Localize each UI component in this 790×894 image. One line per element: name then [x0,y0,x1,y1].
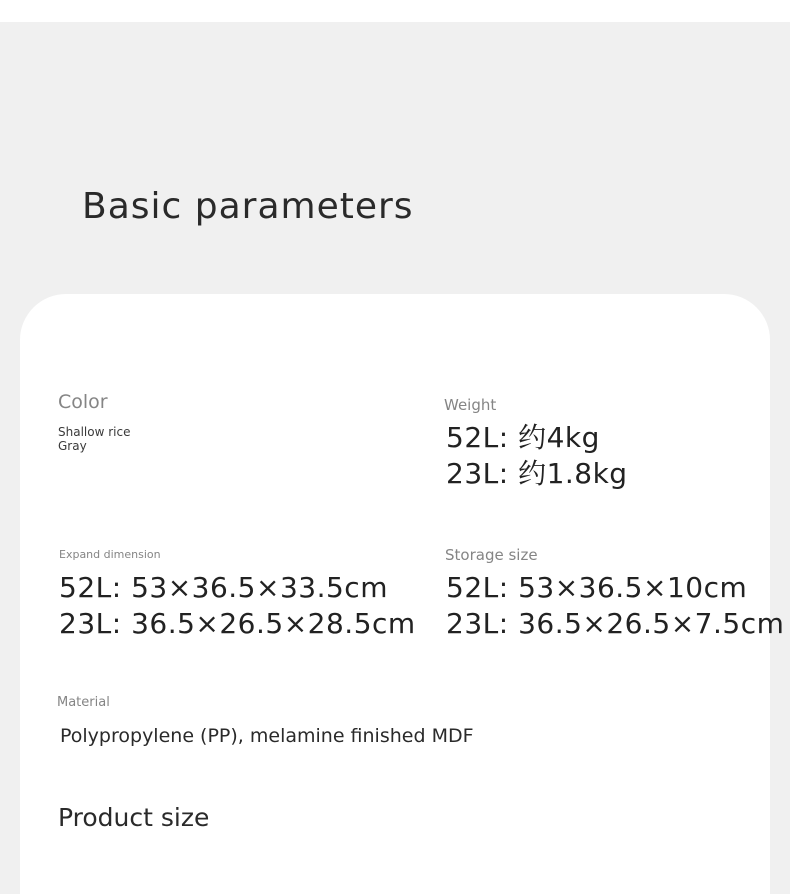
color-value [58,425,130,453]
storage-size-23l: 23L: 36.5×26.5×7.5cm [446,607,785,640]
weight-label: Weight [444,396,497,414]
top-strip [0,0,790,22]
expand-dimension-52l: 52L: 53×36.5×33.5cm [59,571,388,604]
weight-value-52l: 52L: 约4kg [446,421,600,454]
storage-size-label: Storage size [445,546,538,564]
product-size-heading: Product size [58,803,210,832]
section-title: Basic parameters [82,186,414,227]
color-value-line-1: Shallow rice [58,425,131,439]
material-value: Polypropylene (PP), melamine finished MDF [60,725,474,747]
storage-size-value [446,570,784,642]
expand-dimension-23l: 23L: 36.5×26.5×28.5cm [59,607,416,640]
expand-dimension-label: Expand dimension [59,548,161,561]
color-label: Color [58,391,108,413]
storage-size-52l: 52L: 53×36.5×10cm [446,571,748,604]
expand-dimension-value [59,570,416,642]
parameters-card [20,294,785,894]
material-label: Material [57,695,110,710]
weight-value-23l: 23L: 约1.8kg [446,457,628,490]
color-value-line-2: Gray [58,439,87,453]
weight-value [446,420,628,492]
